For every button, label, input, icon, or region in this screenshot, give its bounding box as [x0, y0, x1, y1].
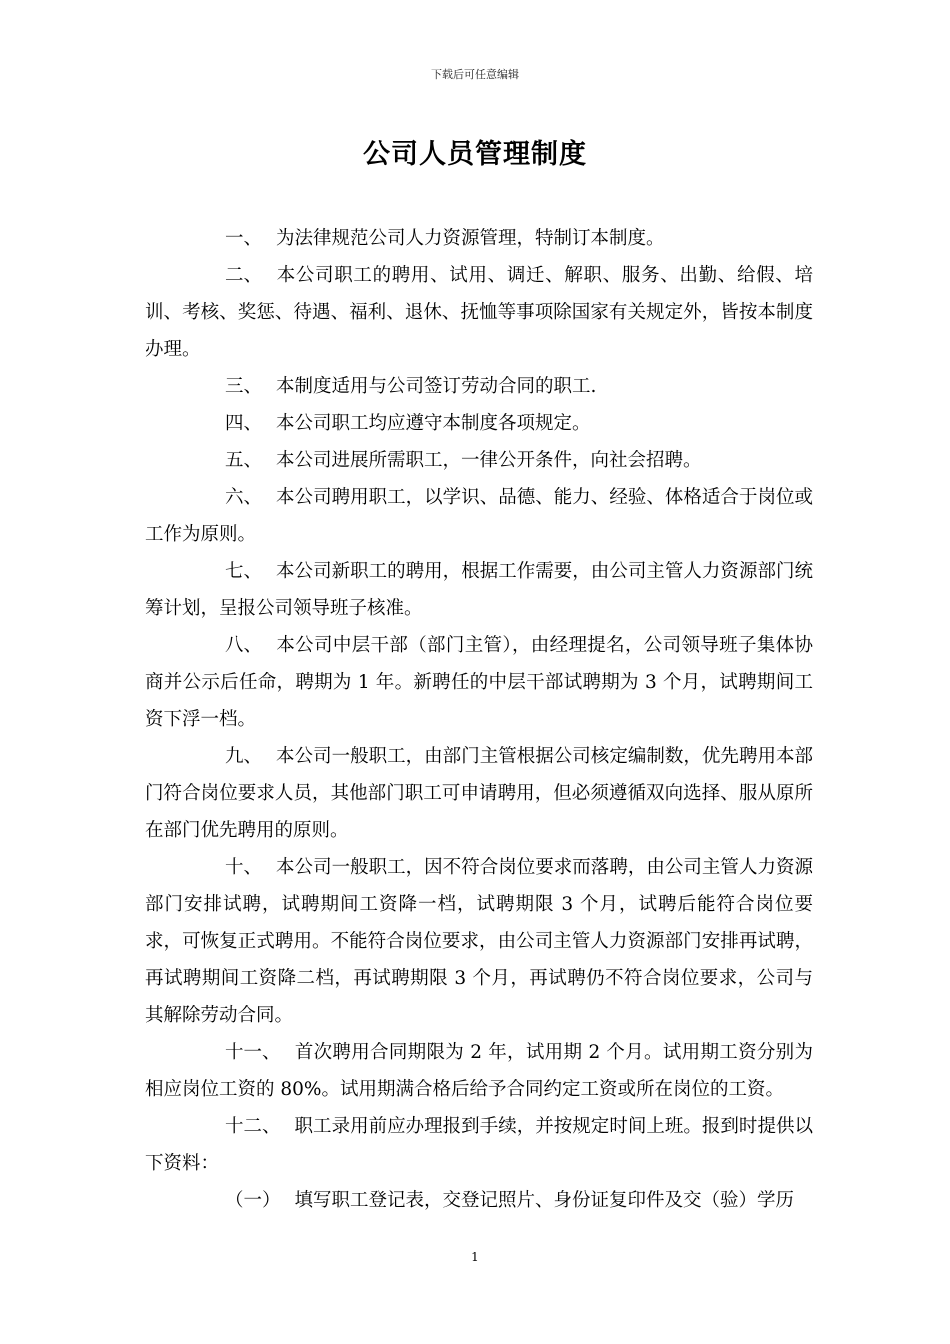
- paragraph-6: [145, 479, 813, 553]
- paragraph-number: 一、: [225, 228, 263, 249]
- paragraph-10: [145, 849, 813, 1034]
- paragraph-text: 为法律规范公司人力资源管理，特制订本制度。: [276, 228, 665, 249]
- page-number: 1: [471, 1250, 479, 1264]
- paragraph-text: 本公司新职工的聘用，根据工作需要，由公司主管人力资源部门统筹计划，呈报公司领导班子核准。: [145, 561, 813, 619]
- paragraph-1: [145, 220, 813, 257]
- paragraph-number: 十、: [225, 857, 263, 878]
- paragraph-text: 本制度适用与公司签订劳动合同的职工.: [276, 376, 597, 397]
- paragraph-11: [145, 1034, 813, 1108]
- paragraph-number: 三、: [225, 376, 263, 397]
- paragraph-number: （一）: [225, 1190, 281, 1211]
- paragraph-3: [145, 368, 813, 405]
- paragraph-number: 八、: [225, 635, 263, 656]
- paragraph-2: [145, 257, 813, 368]
- paragraph-text: 本公司一般职工，由部门主管根据公司核定编制数，优先聘用本部门符合岗位要求人员，其他部门职工可申请聘用，但必须遵循双向选择、服从原所在部门优先聘用的原则。: [145, 746, 813, 841]
- paragraph-text: 首次聘用合同期限为 2 年，试用期 2 个月。试用期工资分别为相应岗位工资的 80%。试用期满合格后给予合同约定工资或所在岗位的工资。: [145, 1042, 813, 1100]
- paragraph-4: [145, 405, 813, 442]
- paragraph-7: [145, 553, 813, 627]
- paragraph-text: 本公司中层干部（部门主管），由经理提名，公司领导班子集体协商并公示后任命，聘期为 1 年。新聘任的中层干部试聘期为 3 个月，试聘期间工资下浮一档。: [145, 635, 813, 730]
- paragraph-text: 本公司职工的聘用、试用、调迁、解职、服务、出勤、给假、培训、考核、奖惩、待遇、福利、退休、抚恤等事项除国家有关规定外，皆按本制度办理。: [145, 265, 813, 360]
- paragraph-number: 二、: [225, 265, 263, 286]
- paragraph-text: 本公司进展所需职工，一律公开条件，向社会招聘。: [276, 450, 702, 471]
- paragraph-5: [145, 442, 813, 479]
- paragraph-number: 五、: [225, 450, 263, 471]
- paragraph-text: 本公司一般职工，因不符合岗位要求而落聘，由公司主管人力资源部门安排试聘，试聘期间工资降一档，试聘期限 3 个月，试聘后能符合岗位要求，可恢复正式聘用。不能符合岗位要求，由公司主管人力资源部门安排再试聘，再试聘期间工资降二档，再试聘期限 3 个月，再试聘仍不符合岗位要求，公司与其解除劳动合同。: [145, 857, 813, 1026]
- paragraph-8: [145, 627, 813, 738]
- paragraph-text: 本公司职工均应遵守本制度各项规定。: [276, 413, 591, 434]
- paragraph-number: 十一、: [225, 1042, 281, 1063]
- paragraph-text: 职工录用前应办理报到手续，并按规定时间上班。报到时提供以下资料：: [145, 1116, 813, 1174]
- paragraph-number: 六、: [225, 487, 263, 508]
- paragraph-13: [145, 1182, 813, 1219]
- document-body: [145, 220, 813, 1219]
- paragraph-number: 十二、: [225, 1116, 281, 1137]
- page-title: 公司人员管理制度: [363, 139, 587, 170]
- paragraph-number: 七、: [225, 561, 263, 582]
- paragraph-text: 本公司聘用职工，以学识、品德、能力、经验、体格适合于岗位或工作为原则。: [145, 487, 813, 545]
- paragraph-text: 填写职工登记表，交登记照片、身份证复印件及交（验）学历: [294, 1190, 795, 1211]
- paragraph-number: 九、: [225, 746, 263, 767]
- header-note: 下载后可任意编辑: [431, 68, 519, 81]
- paragraph-number: 四、: [225, 413, 263, 434]
- paragraph-9: [145, 738, 813, 849]
- paragraph-12: [145, 1108, 813, 1182]
